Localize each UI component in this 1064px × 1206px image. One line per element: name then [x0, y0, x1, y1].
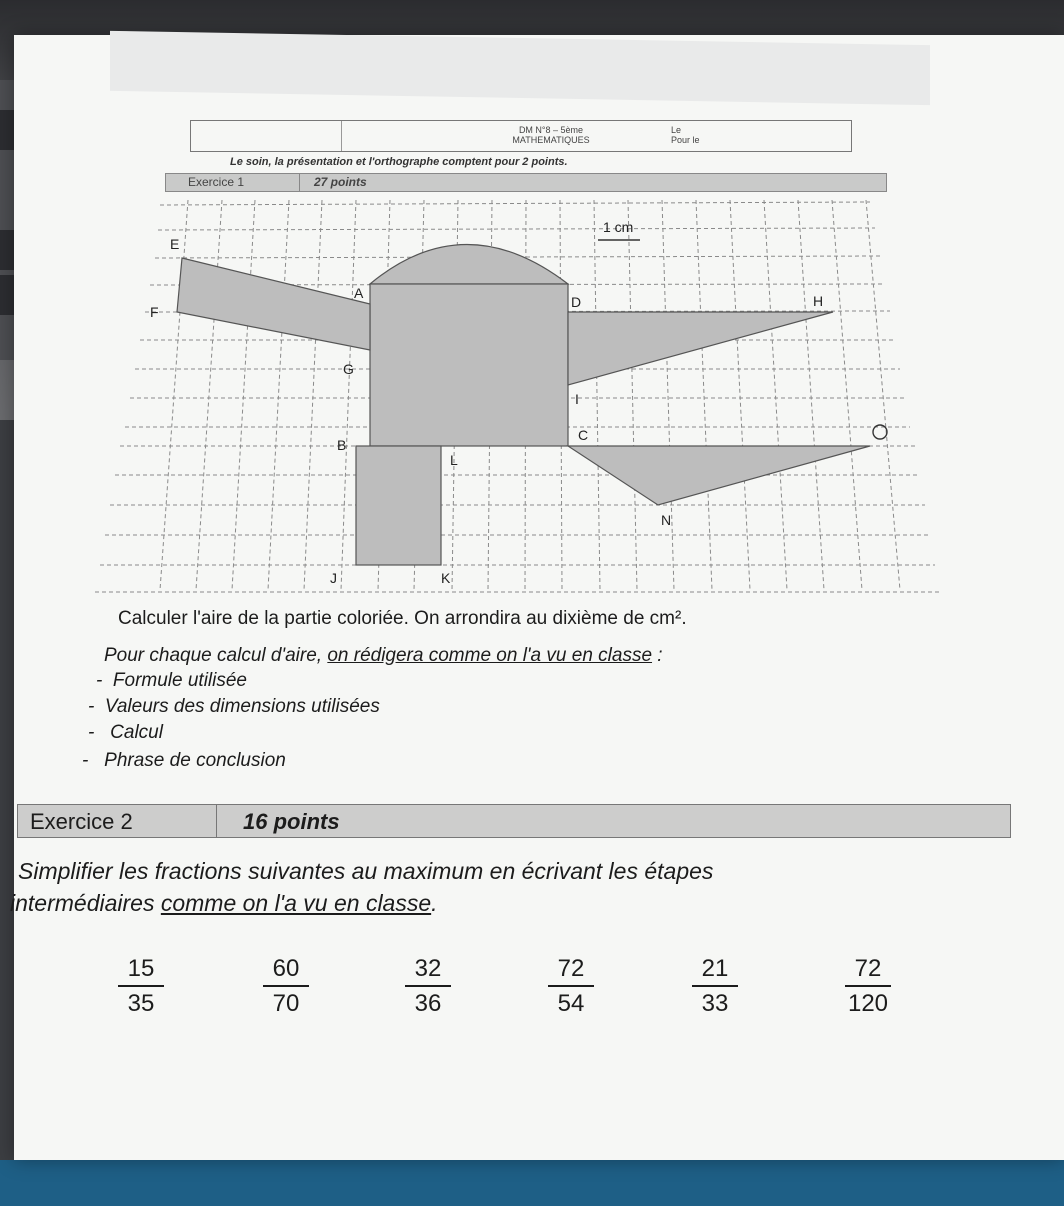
header-due-label: Pour le: [671, 135, 700, 145]
divider: [216, 805, 217, 837]
point-label: D: [571, 294, 582, 310]
exercise1-label: Exercice 1: [188, 175, 245, 189]
point-label: B: [337, 437, 347, 453]
rectangle-jklb: [356, 446, 441, 565]
point-label: G: [343, 361, 354, 377]
exercise2-header: [17, 804, 1011, 838]
point-label: A: [354, 285, 364, 301]
fraction-bar: [692, 985, 738, 987]
list-item-text: Phrase de conclusion: [104, 750, 286, 771]
header-title: DM N°8 – 5ème: [518, 125, 584, 135]
line2-prefix: intermédiaires: [10, 890, 161, 916]
rectangle-abcd: [370, 284, 568, 446]
point-label: F: [150, 304, 159, 320]
point-label: I: [575, 391, 579, 407]
list-item: - Valeurs des dimensions utilisées: [88, 696, 380, 717]
fraction: [393, 955, 463, 1019]
fraction-numerator: 72: [854, 955, 882, 982]
exercise2-text-line2: [10, 890, 438, 917]
list-item: - Calcul: [88, 722, 163, 743]
exercise1-points: 27 points: [314, 175, 367, 189]
fraction: [106, 955, 176, 1019]
header-subject: MATHEMATIQUES: [512, 135, 590, 145]
fraction-bar: [405, 985, 451, 987]
line2-underlined: comme on l'a vu en classe: [160, 890, 432, 916]
fraction-bar: [548, 985, 594, 987]
scale-label: 1 cm: [603, 219, 634, 235]
line2-suffix: .: [431, 890, 438, 916]
fraction-bar: [118, 985, 164, 987]
point-o-marker: [873, 425, 887, 439]
fraction-bar: [263, 985, 309, 987]
header-date-label: Le: [671, 125, 682, 135]
point-label: K: [441, 570, 451, 586]
fraction-denominator: 54: [557, 990, 585, 1017]
fraction: [680, 955, 750, 1019]
fraction-denominator: 33: [701, 990, 729, 1017]
list-item: - Phrase de conclusion: [82, 750, 286, 771]
exercise1-question: Calculer l'aire de la partie coloriée. On arrondira au dixième de cm².: [118, 608, 687, 629]
exercise2-label: Exercice 2: [30, 809, 133, 834]
fraction-denominator: 35: [127, 990, 155, 1017]
instruction-suffix: :: [652, 645, 663, 666]
exercise2-text-line1: Simplifier les fractions suivantes au maximum en écrivant les étapes: [18, 858, 714, 884]
list-item: - Formule utilisée: [96, 670, 247, 691]
list-item-text: Formule utilisée: [112, 670, 247, 691]
fraction-denominator: 70: [272, 990, 300, 1017]
fraction-numerator: 60: [272, 955, 300, 982]
point-label: E: [170, 236, 180, 252]
list-item-text: Valeurs des dimensions utilisées: [104, 696, 380, 717]
fraction: [833, 955, 903, 1019]
fraction-numerator: 21: [701, 955, 729, 982]
point-label: C: [578, 427, 589, 443]
instruction-prefix: Pour chaque calcul d'aire,: [104, 645, 328, 666]
fraction-numerator: 32: [414, 955, 442, 982]
fraction-denominator: 120: [847, 990, 889, 1017]
exercise1-instruction: [104, 645, 663, 667]
grading-note: Le soin, la présentation et l'orthographe comptent pour 2 points.: [230, 156, 568, 168]
fraction-numerator: 15: [127, 955, 155, 982]
fraction: [251, 955, 321, 1019]
instruction-underlined: on rédigera comme on l'a vu en classe: [327, 645, 653, 666]
exercise2-points: 16 points: [243, 809, 340, 834]
point-label: L: [450, 452, 458, 468]
fraction-denominator: 36: [414, 990, 442, 1017]
point-label: J: [330, 570, 337, 586]
point-label: H: [813, 293, 824, 309]
half-disc: [370, 245, 568, 285]
fraction-numerator: 72: [557, 955, 585, 982]
fraction-bar: [845, 985, 891, 987]
list-item-text: Calcul: [110, 722, 163, 743]
point-label: N: [661, 512, 672, 528]
shaded-shapes: [177, 245, 870, 566]
fraction: [536, 955, 606, 1019]
triangle-dhi: [568, 312, 833, 385]
point-label: O: [876, 438, 877, 439]
quad-efg: [177, 258, 370, 350]
